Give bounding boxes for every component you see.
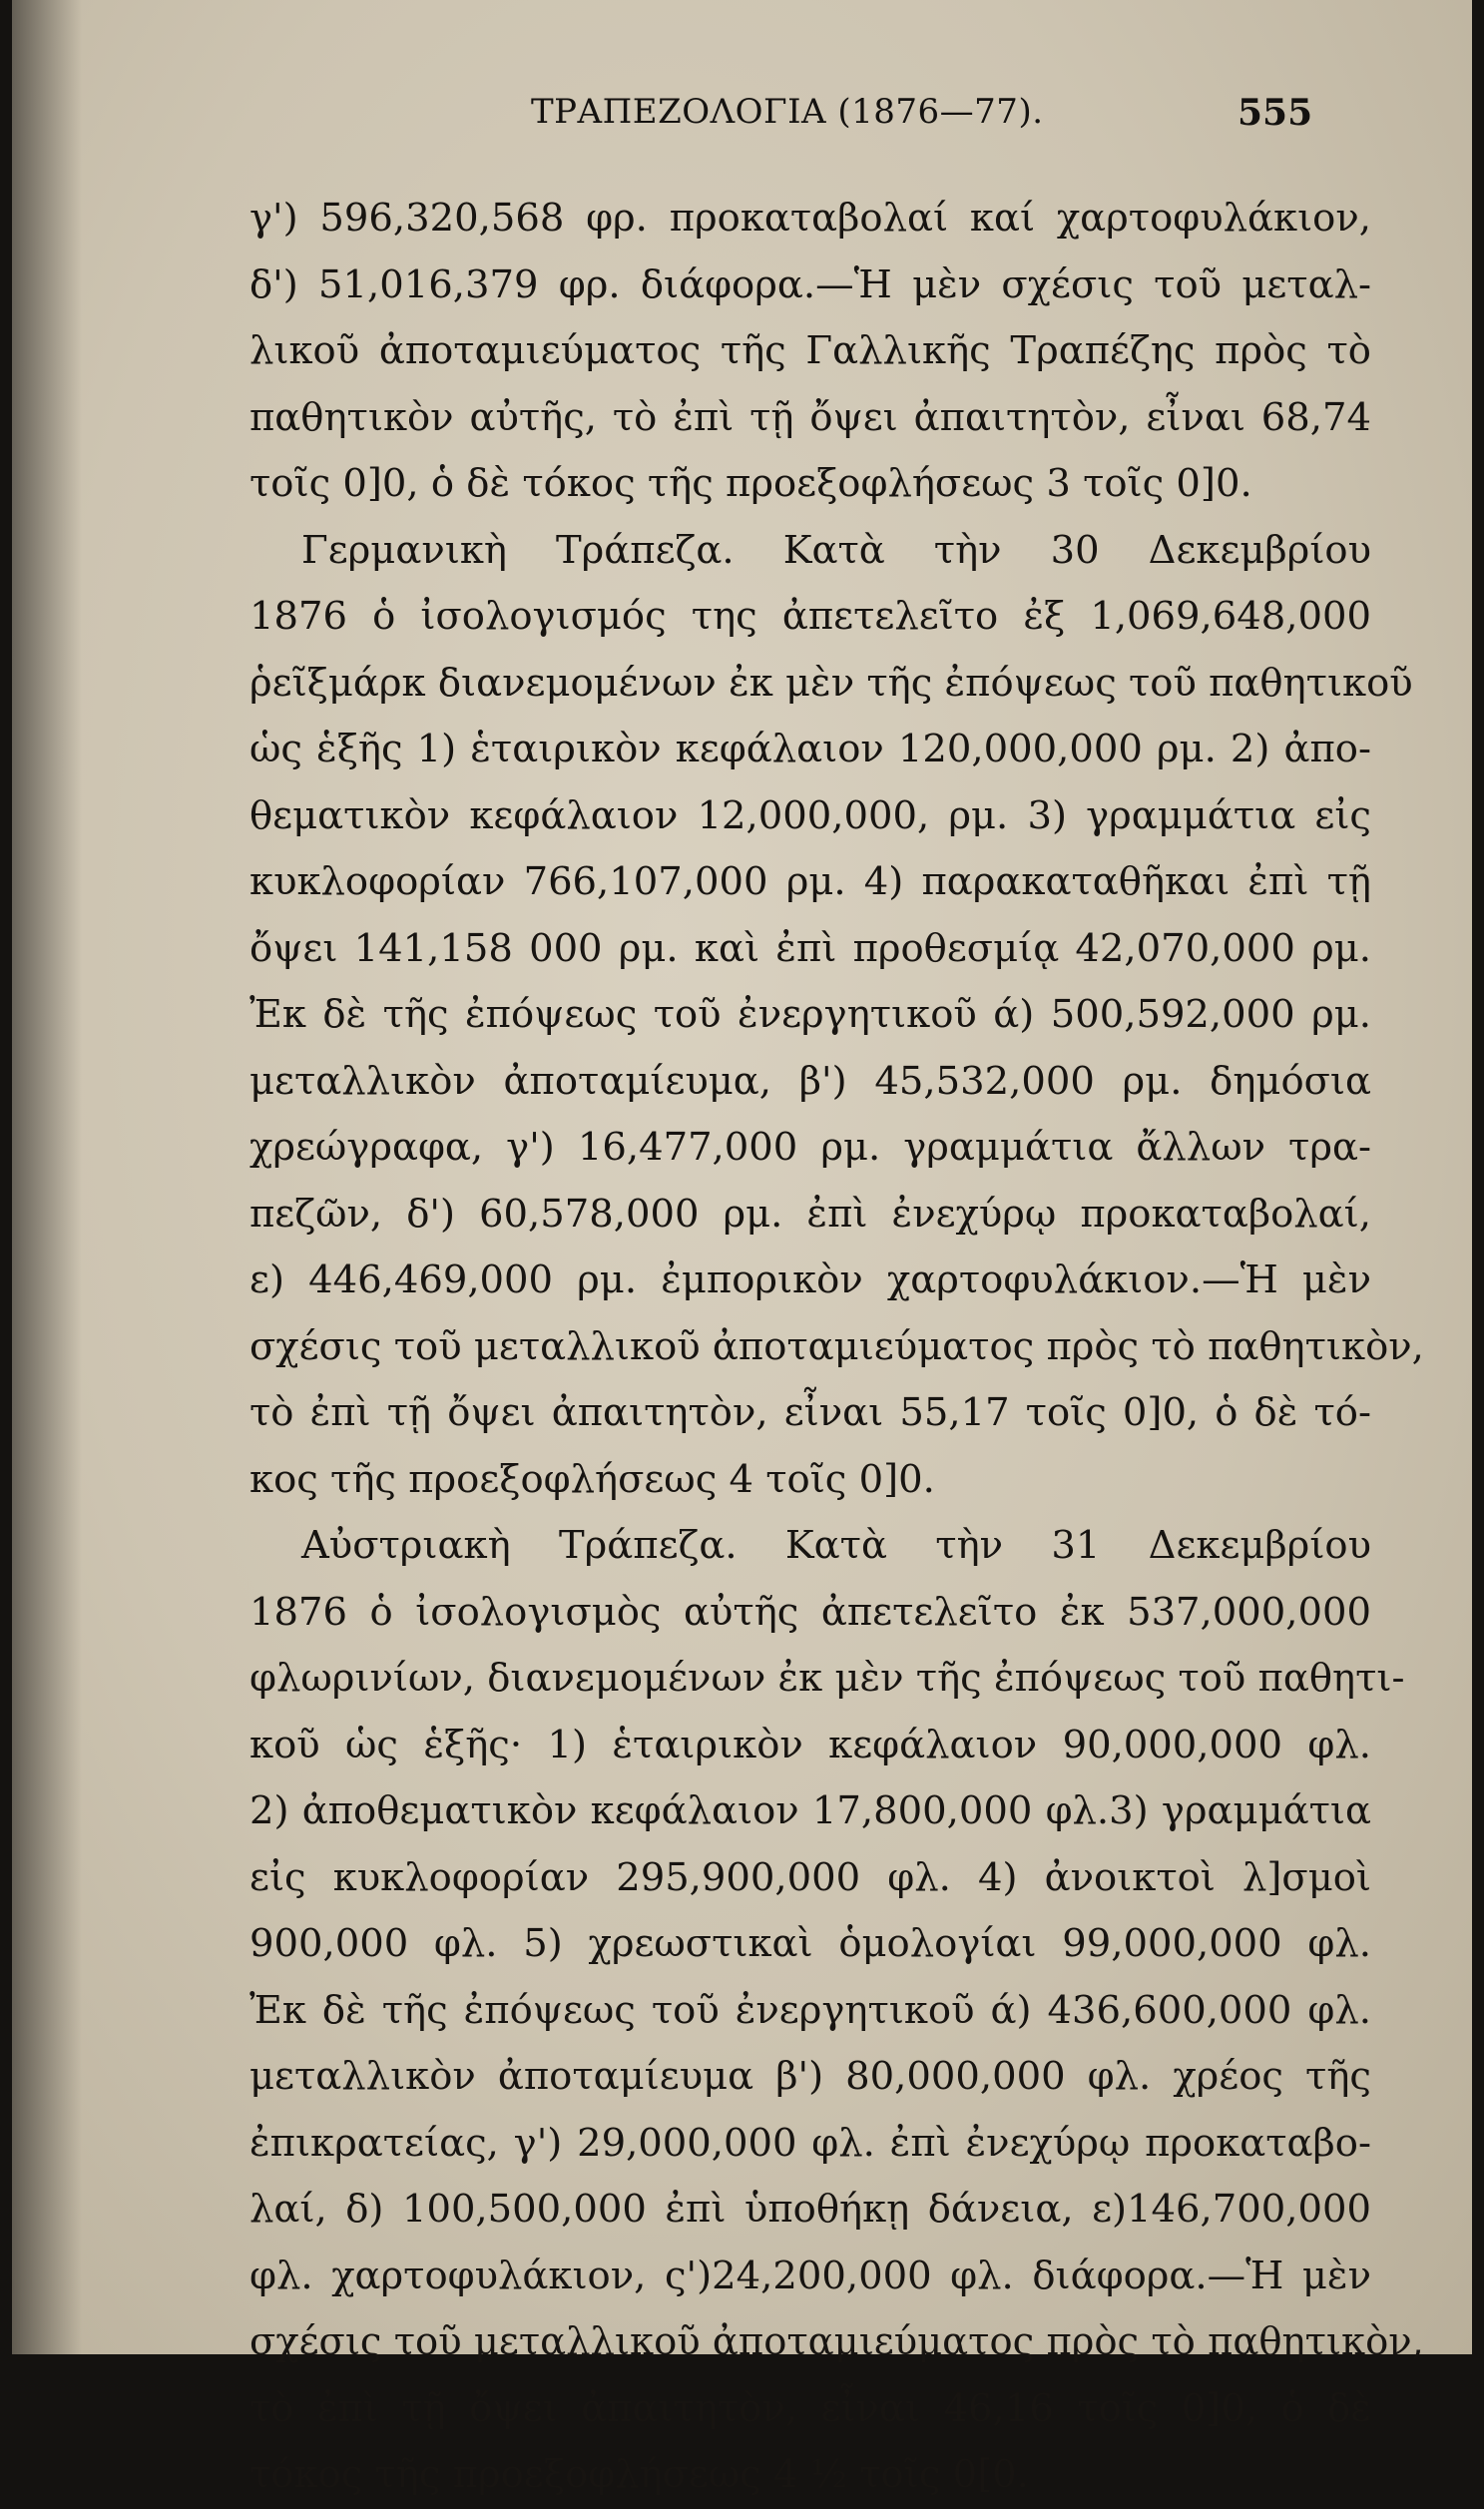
text-line: παθητικὸν αὐτῆς, τὸ ἐπὶ τῇ ὄψει ἀπαιτητὸν, εἶναι 68,74 <box>249 394 1371 440</box>
text-line: ε) 446,469,000 ρμ. ἐμπορικὸν χαρτοφυλάκιον.—Ἡ μὲν <box>249 1257 1371 1302</box>
page-number: 555 <box>1237 92 1313 134</box>
text-line: τοῖς 0]0, ὁ δὲ τόκος τῆς προεξοφλήσεως 3 τοῖς 0]0. <box>249 461 1252 506</box>
text-line: φλ. χαρτοφυλάκιον, ς')24,200,000 φλ. διάφορα.—Ἡ μὲν <box>249 2253 1371 2298</box>
text-line: 1876 ὁ ἰσολογισμὸς αὐτῆς ἀπετελεῖτο ἐκ 537,000,000 <box>249 1589 1371 1635</box>
text-line: 2) ἀποθεματικὸν κεφάλαιον 17,800,000 φλ.3) γραμμάτια <box>249 1788 1371 1833</box>
text-line: χρεώγραφα, γ') 16,477,000 ρμ. γραμμάτια ἄλλων τρα- <box>249 1125 1371 1170</box>
text-line: κος τῆς προεξοφλήσεως 4 τοῖς 0]0. <box>249 1456 935 1502</box>
text-line: τὸ ἐπὶ τῇ ὄψει ἀπαιτητὸν, εἶναι 55,17 τοῖς 0]0, ὁ δὲ τό- <box>249 1390 1371 1435</box>
text-line: ἐπικρατείας, γ') 29,000,000 φλ. ἐπὶ ἐνεχύρῳ προκαταβο- <box>249 2120 1371 2166</box>
page-header <box>12 92 1472 142</box>
text-line: κυκλοφορίαν 766,107,000 ρμ. 4) παρακαταθῆκαι ἐπὶ τῇ <box>249 859 1371 904</box>
text-line: Ἐκ δὲ τῆς ἐπόψεως τοῦ ἐνεργητικοῦ ά) 436,600,000 φλ. <box>249 1987 1371 2033</box>
text-line: ῥεῖξμάρκ διανεμομένων ἐκ μὲν τῆς ἐπόψεως τοῦ παθητικοῦ <box>249 660 1413 706</box>
text-line: δ') 51,016,379 φρ. διάφορα.—Ἡ μὲν σχέσις τοῦ μεταλ- <box>249 261 1371 307</box>
text-line: φλωρινίων, διανεμομένων ἐκ μὲν τῆς ἐπόψεως τοῦ παθητι- <box>249 1656 1405 1701</box>
text-line: 1876 ὁ ἰσολογισμός της ἀπετελεῖτο ἐξ 1,069,648,000 <box>249 594 1371 639</box>
text-line: Ἐκ δὲ τῆς ἐπόψεως τοῦ ἐνεργητικοῦ ά) 500,592,000 ρμ. <box>249 992 1371 1037</box>
section-heading-line: Γερμανικὴ Τράπεζα. Κατὰ τὴν 30 Δεκεμβρίου <box>301 527 1371 573</box>
section-heading-line: Αὐστριακὴ Τράπεζα. Κατὰ τὴν 31 Δεκεμβρίου <box>301 1523 1371 1568</box>
text-line: μεταλλικὸν ἀποταμίευμα β') 80,000,000 φλ. χρέος τῆς <box>249 2054 1371 2099</box>
text-line: ὡς ἑξῆς 1) ἑταιρικὸν κεφάλαιον 120,000,000 ρμ. 2) ἀπο- <box>249 727 1371 771</box>
text-line: μεταλλικὸν ἀποταμίευμα, β') 45,532,000 ρμ. δημόσια <box>249 1058 1371 1104</box>
text-line: λαί, δ) 100,500,000 ἐπὶ ὑποθήκῃ δάνεια, ε)146,700,000 <box>249 2187 1371 2232</box>
body-text <box>249 186 1424 2509</box>
text-line: ὄψει 141,158 000 ρμ. καὶ ἐπὶ προθεσμίᾳ 42,070,000 ρμ. <box>249 925 1371 971</box>
text-line: τὸ ἐπὶ τῇ ὄψει ἀπαιτητὸν, εἶναι 46,16 τοῖς 0]0, ὁ δὲ <box>249 2385 1371 2431</box>
text-line: τόκος τῆς προεξοφλήσεως 4 ½ τοῖς 0[0. <box>249 2452 1029 2497</box>
text-line: θεματικὸν κεφάλαιον 12,000,000, ρμ. 3) γραμμάτια εἰς <box>249 792 1371 838</box>
text-line: σχέσις τοῦ μεταλλικοῦ ἀποταμιεύματος πρὸς τὸ παθητικὸν, <box>249 2319 1424 2364</box>
text-line: 900,000 φλ. 5) χρεωστικαὶ ὁμολογίαι 99,000,000 φλ. <box>249 1921 1371 1966</box>
text-line: σχέσις τοῦ μεταλλικοῦ ἀποταμιεύματος πρὸς τὸ παθητικὸν, <box>249 1323 1424 1369</box>
text-line: γ') 596,320,568 φρ. προκαταβολαί καί χαρτοφυλάκιον, <box>249 196 1371 241</box>
text-line: πεζῶν, δ') 60,578,000 ρμ. ἐπὶ ἐνεχύρῳ προκαταβολαί, <box>249 1191 1371 1237</box>
text-line: εἰς κυκλοφορίαν 295,900,000 φλ. 4) ἀνοικτοὶ λ]σμοὶ <box>249 1854 1371 1900</box>
text-line: κοῦ ὡς ἑξῆς· 1) ἑταιρικὸν κεφάλαιον 90,000,000 φλ. <box>249 1722 1371 1767</box>
running-title: ΤΡΑΠΕΖΟΛΟΓΙΑ (1876—77). <box>531 92 1044 132</box>
book-page <box>12 0 1472 2497</box>
text-line: λικοῦ ἀποταμιεύματος τῆς Γαλλικῆς Τραπέζης πρὸς τὸ <box>249 328 1371 373</box>
